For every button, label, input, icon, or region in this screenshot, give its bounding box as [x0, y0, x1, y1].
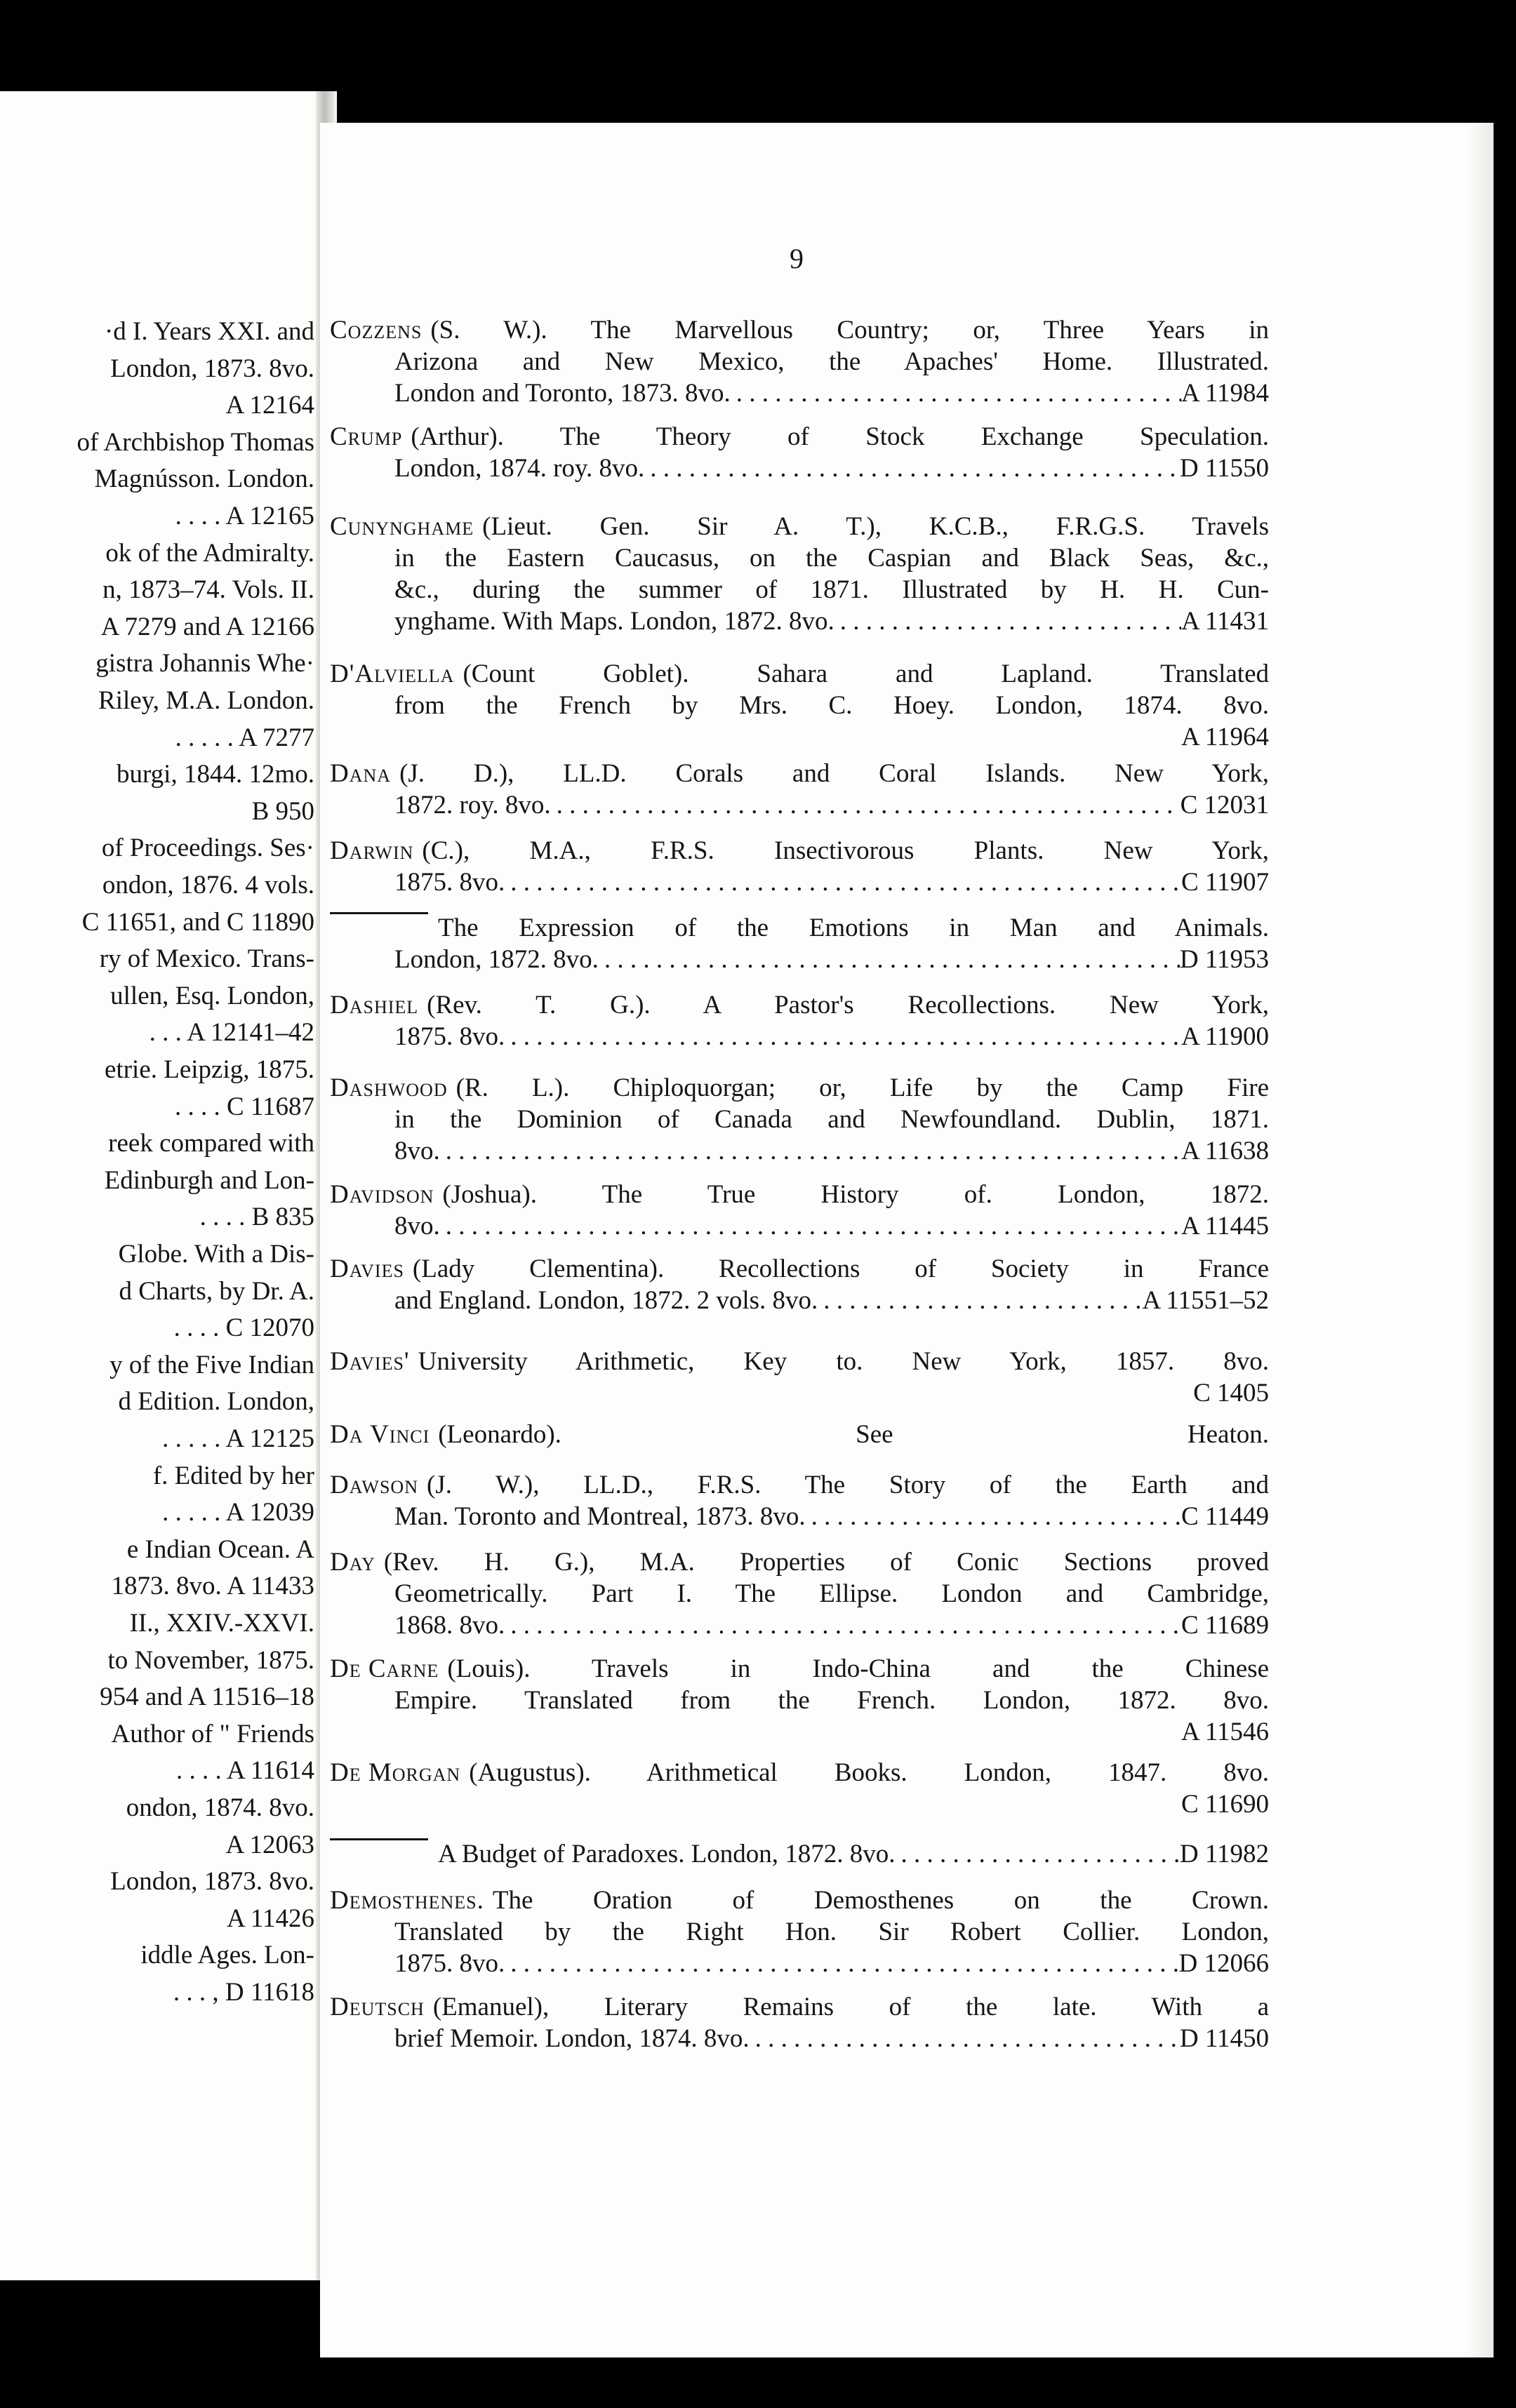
entry-first-line	[330, 421, 1269, 453]
shelf-mark: A 11551–52	[1142, 1286, 1269, 1315]
dot-leader	[731, 377, 1181, 409]
catalogue-entry	[330, 1653, 1269, 1748]
author-name: Cozzens	[330, 316, 423, 345]
catalogue-entry	[330, 758, 1269, 821]
author-name: Davies	[330, 1255, 404, 1283]
entry-text: Man. Toronto and Montreal, 1873. 8vo.	[394, 1502, 806, 1531]
spacer	[394, 1788, 1181, 1820]
entry-first-line	[330, 1072, 1269, 1104]
left-page-line: y of the Five Indian	[109, 1350, 314, 1379]
entry-last-line	[330, 1610, 1269, 1641]
entry-text: University Arithmetic, Key to. New York, 1857. 8vo.	[418, 1347, 1269, 1376]
entry-text: (Louis). Travels in Indo-China and the Chinese	[447, 1654, 1269, 1683]
entry-last-line	[330, 1135, 1269, 1167]
entry-last-line	[330, 2023, 1269, 2054]
catalogue-entry	[330, 1757, 1269, 1820]
catalogue-entry	[330, 1253, 1269, 1316]
entry-text: (Augustus). Arithmetical Books. London, 1847. 8vo.	[469, 1758, 1269, 1787]
left-page-line: ondon, 1876. 4 vols.	[102, 871, 314, 899]
left-page-line: . . . , D 11618	[173, 1978, 314, 2007]
dot-leader	[644, 453, 1180, 484]
left-page-line: d Edition. London,	[118, 1387, 314, 1417]
shelf-mark: A 11964	[1181, 723, 1269, 751]
left-page-line: Magnússon. London.	[94, 464, 314, 494]
author-name: Dashiel	[330, 991, 419, 1019]
left-page-line: . . . . . A 12039	[162, 1498, 314, 1527]
entry-text: 8vo.	[394, 1137, 440, 1165]
catalogue-entry	[330, 1838, 1269, 1870]
entry-text: (S. W.). The Marvellous Country; or, Three Years in	[430, 316, 1269, 345]
entry-last-line	[330, 721, 1269, 753]
entry-text: London and Toronto, 1873. 8vo.	[394, 379, 731, 408]
shelf-mark: A 11431	[1181, 607, 1269, 636]
dot-leader	[750, 2023, 1180, 2054]
shelf-mark: A 11638	[1181, 1137, 1269, 1165]
entry-first-line	[330, 1991, 1269, 2023]
entry-last-line	[330, 1377, 1269, 1409]
left-page-line: . . . . C 12070	[173, 1313, 314, 1343]
author-name: Dana	[330, 759, 392, 788]
left-page-line: A 7279 and A 12166	[100, 612, 314, 641]
entry-continuation: &c., during the summer of 1871. Illustrated by H. H. Cun-	[394, 575, 1269, 604]
entry-last-line	[330, 453, 1269, 484]
entry-first-line	[330, 1179, 1269, 1210]
entry-text: (Rev. T. G.). A Pastor's Recollections. New York,	[427, 991, 1269, 1019]
left-page-line: ·d I. Years XXI. and	[104, 317, 314, 346]
left-page-line: Globe. With a Dis-	[118, 1240, 314, 1269]
dot-leader	[505, 1948, 1178, 1979]
left-page-line: . . . . B 835	[199, 1203, 314, 1232]
entry-last-line	[330, 377, 1269, 409]
author-name: Cunynghame	[330, 512, 474, 541]
shelf-mark: A 11900	[1181, 1022, 1269, 1051]
dot-leader	[505, 1021, 1181, 1052]
catalogue-entry	[330, 1885, 1269, 1979]
dot-leader	[896, 1838, 1180, 1870]
left-page-line: n, 1873–74. Vols. II.	[102, 575, 314, 605]
entry-last-line	[330, 1501, 1269, 1532]
entry-first-line	[330, 1469, 1269, 1501]
spacer	[394, 1716, 1181, 1748]
entry-first-line	[330, 1653, 1269, 1685]
entry-continuation: Empire. Translated from the French. London, 1872. 8vo.	[394, 1686, 1269, 1715]
left-page-line: gistra Johannis Whe·	[95, 649, 314, 678]
author-name: Davidson	[330, 1180, 434, 1209]
entry-first-line	[330, 658, 1269, 690]
catalogue-entry	[330, 1072, 1269, 1167]
left-page-line: of Proceedings. Ses·	[101, 834, 314, 863]
entry-text: London, 1872. 8vo.	[394, 945, 599, 974]
entry-first-line	[330, 989, 1269, 1021]
entry-text: (Lieut. Gen. Sir A. T.), K.C.B., F.R.G.S. Travels	[482, 512, 1269, 541]
entry-text: (Count Goblet). Sahara and Lapland. Translated	[463, 660, 1269, 688]
author-name: Demosthenes.	[330, 1886, 484, 1915]
left-page-line: reek compared with	[108, 1129, 314, 1158]
left-page-line: ullen, Esq. London,	[110, 981, 314, 1010]
entry-text: and England. London, 1872. 2 vols. 8vo.	[394, 1286, 818, 1315]
catalogue-entry	[330, 511, 1269, 637]
page-edge-shadow	[1467, 123, 1494, 2357]
left-page-line: II., XXIV.-XXVI.	[129, 1609, 314, 1638]
entry-last-line	[330, 1285, 1269, 1316]
shelf-mark: D 11953	[1179, 945, 1269, 974]
shelf-mark: D 11982	[1179, 1840, 1269, 1868]
entry-last-line	[330, 1021, 1269, 1052]
left-page-line: Riley, M.A. London.	[98, 686, 314, 715]
left-page-line: Author of " Friends	[111, 1719, 314, 1748]
left-page-line: e Indian Ocean. A	[126, 1534, 314, 1564]
entry-continuation: Geometrically. Part I. The Ellipse. London and Cambridge,	[394, 1579, 1269, 1608]
left-page-line: . . . . . A 7277	[175, 723, 314, 752]
entry-text: (Joshua). The True History of. London, 1872.	[442, 1180, 1269, 1209]
left-page-line: London, 1873. 8vo.	[110, 1867, 314, 1897]
entry-text: (Emanuel), Literary Remains of the late. With a	[432, 1993, 1269, 2021]
author-name: D'Alviella	[330, 660, 455, 688]
author-name: Crump	[330, 422, 403, 451]
left-page-line: A 12063	[225, 1830, 314, 1859]
entry-text: 8vo.	[394, 1212, 440, 1240]
ditto-dash	[330, 1838, 428, 1867]
left-page-line: etrie. Leipzig, 1875.	[105, 1055, 314, 1084]
catalogue-entry	[330, 1179, 1269, 1242]
entry-continuation: in the Dominion of Canada and Newfoundland. Dublin, 1871.	[394, 1105, 1269, 1134]
catalogue-entry	[330, 314, 1269, 409]
entry-text: (Rev. H. G.), M.A. Properties of Conic Sections proved	[383, 1548, 1269, 1577]
entry-text: ynghame. With Maps. London, 1872. 8vo.	[394, 607, 835, 636]
left-page-line: ok of the Admiralty.	[105, 538, 314, 568]
shelf-mark: C 12031	[1180, 791, 1269, 820]
shelf-mark: D 12066	[1178, 1949, 1269, 1978]
catalogue-entry	[330, 835, 1269, 898]
left-page-line: B 950	[251, 796, 314, 826]
entry-last-line	[330, 1788, 1269, 1820]
entry-first-line	[330, 511, 1269, 542]
shelf-mark: D 11550	[1179, 454, 1269, 483]
left-page-line: 954 and A 11516–18	[100, 1683, 314, 1712]
spacer	[394, 1377, 1193, 1409]
left-page-line: iddle Ages. Lon-	[140, 1941, 314, 1970]
entry-last-line	[330, 1948, 1269, 1979]
left-page-line: C 11651, and C 11890	[81, 907, 314, 937]
author-name: Dawson	[330, 1471, 418, 1499]
author-name: De Carne	[330, 1654, 439, 1683]
shelf-mark: A 11445	[1181, 1212, 1269, 1240]
catalogue-entry	[330, 1346, 1269, 1409]
dot-leader	[440, 1135, 1181, 1167]
catalogue-entry	[330, 1419, 1269, 1450]
catalogue-entry	[330, 421, 1269, 484]
catalogue-entry	[330, 1991, 1269, 2054]
entry-first-line	[330, 314, 1269, 346]
author-name: Davies'	[330, 1347, 410, 1376]
entry-text: 1875. 8vo.	[394, 1022, 505, 1051]
entry-first-line	[330, 1838, 1269, 1870]
left-page-line: of Archbishop Thomas	[77, 427, 314, 457]
dot-leader	[505, 867, 1181, 898]
entry-text: (J. D.), LL.D. Corals and Coral Islands. New York,	[399, 759, 1269, 788]
left-page-line: . . . A 12141–42	[149, 1018, 314, 1048]
entry-text: (Leonardo). See Heaton.	[438, 1420, 1269, 1449]
left-page-line: f. Edited by her	[152, 1461, 314, 1490]
left-page-line: . . . . A 11614	[175, 1756, 314, 1786]
entry-text: 1868. 8vo.	[394, 1611, 505, 1640]
entry-last-line	[330, 1210, 1269, 1242]
left-page-line: London, 1873. 8vo.	[110, 354, 314, 383]
entry-text: brief Memoir. London, 1874. 8vo.	[394, 2024, 750, 2053]
entry-text: The Expression of the Emotions in Man and Animals.	[438, 914, 1269, 942]
left-page-line: A 11426	[226, 1904, 314, 1933]
entry-last-line	[330, 606, 1269, 637]
author-name: Deutsch	[330, 1993, 425, 2021]
spacer	[394, 721, 1181, 753]
left-page-line: A 12164	[225, 391, 314, 420]
entry-text: The Oration of Demosthenes on the Crown.	[492, 1886, 1269, 1915]
dot-leader	[818, 1285, 1142, 1316]
entry-text: (Lady Clementina). Recollections of Society in France	[412, 1255, 1269, 1283]
shelf-mark: C 11690	[1181, 1790, 1269, 1819]
entry-first-line	[330, 1253, 1269, 1285]
catalogue-entry	[330, 912, 1269, 975]
entry-text: 1872. roy. 8vo.	[394, 791, 551, 820]
shelf-mark: C 11689	[1181, 1611, 1269, 1640]
left-page-line: to November, 1875.	[107, 1645, 314, 1675]
entry-text: 1875. 8vo.	[394, 868, 505, 897]
entry-first-line	[330, 1419, 1269, 1450]
dot-leader	[835, 606, 1181, 637]
entry-first-line	[330, 1346, 1269, 1377]
left-page-line: Edinburgh and Lon-	[104, 1165, 314, 1195]
entry-first-line	[330, 758, 1269, 789]
left-page-line: ondon, 1874. 8vo.	[126, 1793, 314, 1822]
entry-text: (Arthur). The Theory of Stock Exchange Speculation.	[411, 422, 1269, 451]
entry-continuation: Translated by the Right Hon. Sir Robert Collier. London,	[394, 1918, 1269, 1946]
shelf-mark: C 1405	[1193, 1379, 1269, 1407]
entry-last-line	[330, 944, 1269, 975]
ditto-dash	[330, 912, 428, 941]
dot-leader	[551, 789, 1181, 821]
dot-leader	[440, 1210, 1181, 1242]
shelf-mark: A 11984	[1181, 379, 1269, 408]
entry-continuation: in the Eastern Caucasus, on the Caspian and Black Seas, &c.,	[394, 544, 1269, 573]
entry-first-line	[330, 835, 1269, 867]
entry-first-line	[330, 1885, 1269, 1916]
entry-text: (R. L.). Chiploquorgan; or, Life by the Camp Fire	[456, 1073, 1269, 1102]
catalogue-entry	[330, 1546, 1269, 1641]
left-page-line: . . . . A 12165	[175, 502, 314, 530]
author-name: Dashwood	[330, 1073, 448, 1102]
entry-last-line	[330, 867, 1269, 898]
entry-first-line	[330, 1546, 1269, 1578]
shelf-mark: C 11907	[1181, 868, 1269, 897]
entry-last-line	[330, 789, 1269, 821]
author-name: Darwin	[330, 836, 414, 865]
entry-first-line	[330, 1757, 1269, 1788]
dot-leader	[599, 944, 1180, 975]
entry-last-line	[330, 1716, 1269, 1748]
entry-text: (C.), M.A., F.R.S. Insectivorous Plants. New York,	[422, 836, 1269, 865]
left-page-line: 1873. 8vo. A 11433	[111, 1572, 314, 1601]
left-page-line: . . . . . A 12125	[162, 1424, 314, 1453]
entry-text: 1875. 8vo.	[394, 1949, 505, 1978]
author-name: Da Vinci	[330, 1420, 430, 1449]
entry-continuation: from the French by Mrs. C. Hoey. London, 1874. 8vo.	[394, 691, 1269, 720]
entry-text: (J. W.), LL.D., F.R.S. The Story of the Earth and	[426, 1471, 1269, 1499]
catalogue-entry	[330, 658, 1269, 753]
shelf-mark: C 11449	[1181, 1502, 1269, 1531]
left-page-line: burgi, 1844. 12mo.	[117, 760, 314, 789]
catalogue-entry	[330, 1469, 1269, 1532]
dot-leader	[505, 1610, 1181, 1641]
dot-leader	[806, 1501, 1181, 1532]
left-page-line: d Charts, by Dr. A.	[119, 1276, 314, 1306]
left-page-line: . . . . C 11687	[174, 1092, 314, 1121]
page-number: 9	[790, 243, 804, 274]
catalogue-entry	[330, 989, 1269, 1052]
author-name: De Morgan	[330, 1758, 461, 1787]
shelf-mark: D 11450	[1179, 2024, 1269, 2053]
shelf-mark: A 11546	[1181, 1718, 1269, 1746]
entry-first-line	[330, 912, 1269, 944]
left-page-line: ry of Mexico. Trans-	[99, 944, 314, 974]
author-name: Day	[330, 1548, 375, 1577]
entry-text: A Budget of Paradoxes. London, 1872. 8vo.	[438, 1840, 896, 1868]
entry-text: London, 1874. roy. 8vo.	[394, 454, 645, 483]
entry-continuation: Arizona and New Mexico, the Apaches' Home. Illustrated.	[394, 347, 1269, 376]
